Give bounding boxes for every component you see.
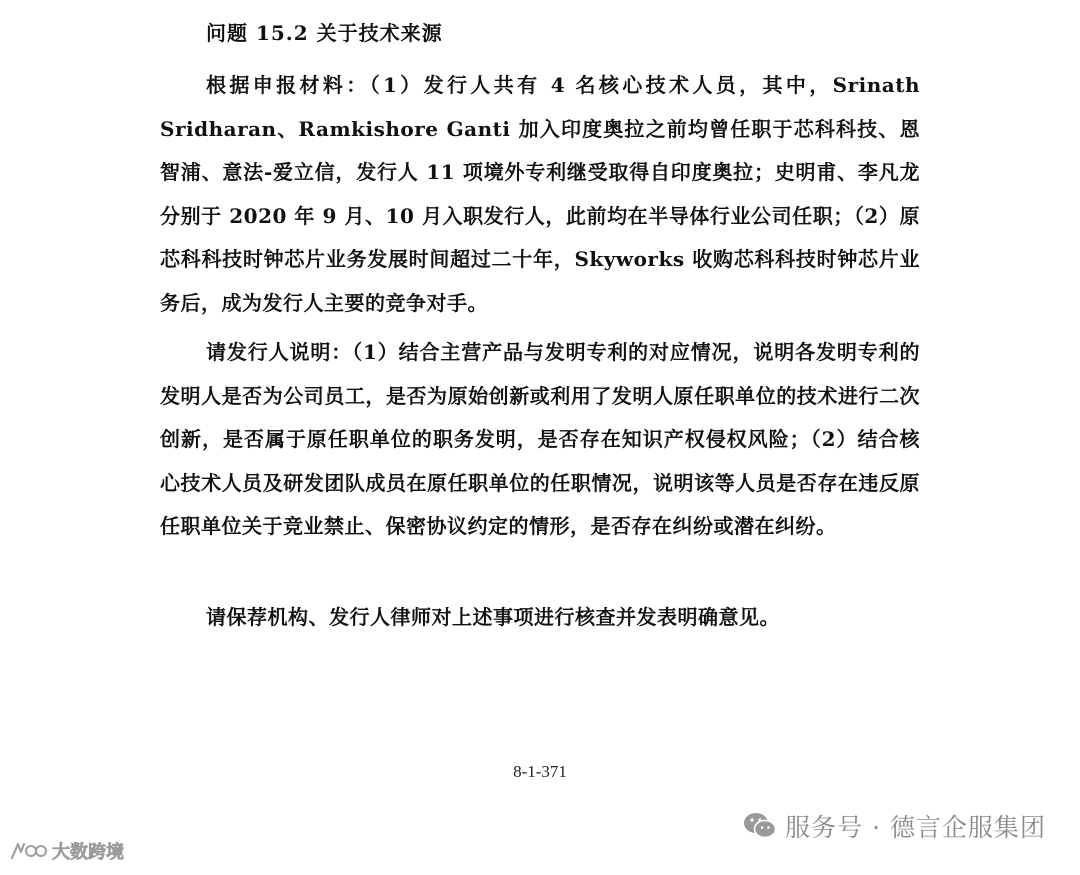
page-number: 8-1-371 — [513, 762, 567, 781]
watermark-official-account — [743, 808, 1046, 844]
paragraph-background: 根据申报材料：（1）发行人共有 4 名核心技术人员，其中，Srinath Sridharan、Ramkishore Ganti 加入印度奥拉之前均曾任职于芯科科技、恩智浦、意法-爱立信，发行人 11 项境外专利继受取得自印度奥拉；史明甫、李凡龙分别于 2020 年 9 月、10 月入职发行人，此前均在半导体行业公司任职；（2）原芯科科技时钟芯片业务发展时间超过二十年，Skyworks 收购芯科科技时钟芯片业务后，成为发行人主要的竞争对手。 — [160, 73, 920, 315]
watermark-left-text: 大数跨境 — [52, 842, 124, 863]
watermark-right-text: 服务号 · 德言企服集团 — [785, 813, 1046, 842]
wechat-icon — [743, 811, 777, 841]
paragraph-request: 请发行人说明：（1）结合主营产品与发明专利的对应情况，说明各发明专利的发明人是否为公司员工，是否为原始创新或利用了发明人原任职单位的技术进行二次创新，是否属于原任职单位的职务发明，是否存在知识产权侵权风险；（2）结合核心技术人员及研发团队成员在原任职单位的任职情况，说明该等人员是否存在违反原任职单位关于竞业禁止、保密协议约定的情形，是否存在纠纷或潜在纠纷。 — [160, 340, 920, 538]
section-heading: 问题 15.2 关于技术来源 — [206, 21, 443, 45]
paragraph-verification: 请保荐机构、发行人律师对上述事项进行核查并发表明确意见。 — [206, 605, 780, 629]
watermark-brand — [8, 838, 124, 864]
brand-logo-icon — [8, 838, 48, 864]
